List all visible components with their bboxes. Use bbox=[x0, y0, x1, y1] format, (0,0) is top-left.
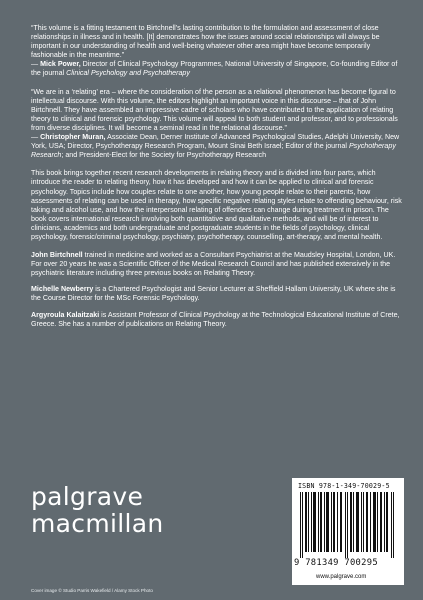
barcode-icon bbox=[300, 492, 396, 558]
quote-christopher-muran: “We are in a ‘relating’ era – where the consideration of the person as a relational phenomenon has become figural to intellectual discourse. With this volume, the editors highlight an important voice in this discourse – that of John Birtchnell. They have assembled an impressive cadre of scholars who have contributed to the application of relating theory to clinical and forensic psychology. This volume will appeal to both student and professor, and to professionals from diverse disciplines. It will become a seminal read in the relational discourse.” — Christopher Muran, Associate Dean, Derner Institute of Advanced Psychological Studies, Adelphi University, New York, USA; Director, Psychotherapy Research Program, Mount Sinai Beth Israel; Editor of the journal Psychotherapy Research; and President-Elect for the Society for Psychotherapy Research bbox=[31, 87, 400, 160]
bio-michelle-newberry: Michelle Newberry is a Chartered Psychologist and Senior Lecturer at Sheffield Hallam University, UK where she is the Course Director for the MSc Forensic Psychology. bbox=[31, 285, 396, 303]
logo-line-palgrave: palgrave bbox=[31, 482, 144, 511]
isbn-label: ISBN 978-1-349-70029-5 bbox=[298, 482, 390, 490]
journal-title: Psychotherapy Research bbox=[31, 142, 396, 160]
quote-author: Mick Power, bbox=[40, 60, 81, 69]
publisher-website: www.palgrave.com bbox=[316, 574, 367, 580]
blurb-column bbox=[31, 24, 403, 336]
quote-text: “This volume is a fitting testament to Birtchnell’s lasting contribution to the formulation and assessment of close relationships in illness and in health. [It] demonstrates how the issues around social relationships will always be important in our understanding of health and well-being whatever other area might have become temporarily fashionable in the meantime.” bbox=[31, 24, 380, 60]
book-description: This book brings together recent research developments in relating theory and is divided into four parts, which introduce the reader to relating theory, how it has developed and how it can be applied to clinical and forensic psychology. Topics include how couples relate to one another, how young people relate to their parents, how assessments of relating can be used in therapy, how specific negative relating styles relate to offending behaviour, risk taking and alcohol use, and how the interpersonal relating of offenders can change during treatment in prison. The book covers international research involving both quantitative and qualitative methods, and will be of interest to clinicians, academics and both undergraduate and postgraduate students in the fields of psychology, clinical psychology, forensic/criminal psychology, psychiatry, psychotherapy, counselling, art-therapy, and mental health. bbox=[31, 169, 402, 241]
quote-mick-power: “This volume is a fitting testament to Birtchnell’s lasting contribution to the formulation and assessment of close relationships in illness and in health. [It] demonstrates how the issues around social relationships will always be important in our understanding of health and well-being whatever other area might have become temporarily fashionable in the meantime.” — Mick Power, Director of Clinical Psychology Programmes, National University of Singapore, Co-founding Editor of the journal Clinical Psychology and Psychotherapy bbox=[31, 24, 398, 78]
quote-author: Christopher Muran, bbox=[40, 133, 106, 142]
bio-argyroula-kalaitzaki: Argyroula Kalaitzaki is Assistant Professor of Clinical Psychology at the Technological Educational Institute of Crete, Greece. She has a number of publications on Relating Theory. bbox=[31, 310, 400, 328]
isbn-digits: 9 781349 700295 bbox=[294, 558, 378, 568]
author-name: John Birtchnell bbox=[31, 251, 83, 260]
quote-text: “We are in a ‘relating’ era – where the consideration of the person as a relational phenomenon has become figural to intellectual discourse. With this volume, the editors highlight an important voice in this discourse – that of John Birtchnell. They have assembled an impressive cadre of scholars who have contributed to the application of relating theory to clinical and forensic psychology. This volume will appeal to both student and professor, and to professionals from diverse disciplines. It will become a seminal read in the relational discourse.” bbox=[31, 87, 398, 132]
barcode-panel bbox=[292, 478, 404, 585]
quote-affiliation: Director of Clinical Psychology Programmes, National University of Singapore, Co-founding Editor of the journal bbox=[31, 60, 398, 78]
bio-john-birtchnell: John Birtchnell trained in medicine and worked as a Consultant Psychiatrist at the Maudsley Hospital, London, UK. For over 20 years he was a Scientific Officer of the Medical Research Council and has published extensively in the psychiatric literature including three previous books on Relating Theory. bbox=[31, 251, 396, 278]
publisher-logo bbox=[31, 483, 163, 537]
quote-affiliation: Associate Dean, Derner Institute of Advanced Psychological Studies, Adelphi University, New York, USA; Director, Psychotherapy Research Program, Mount Sinai Beth Israel; Editor of the journal bbox=[31, 133, 400, 151]
logo-line-macmillan: macmillan bbox=[31, 509, 164, 538]
journal-title: Clinical Psychology and Psychotherapy bbox=[66, 69, 190, 78]
author-name: Argyroula Kalaitzaki bbox=[31, 310, 100, 319]
author-name: Michelle Newberry bbox=[31, 285, 94, 294]
cover-image-credit: Cover image © Studio Parris Wakefield / Alamy Stock Photo bbox=[31, 588, 153, 593]
